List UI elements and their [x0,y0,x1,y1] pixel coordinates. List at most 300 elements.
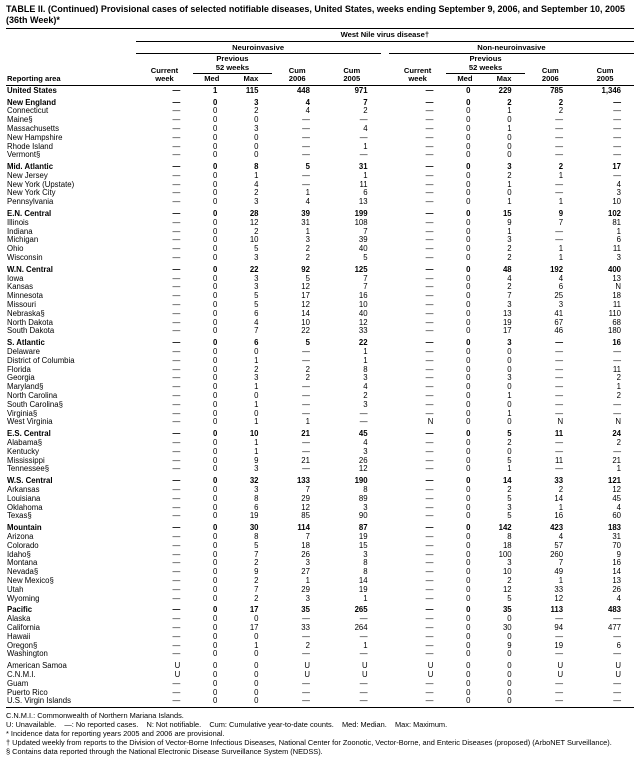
value-cell: 2 [305,364,310,374]
value-cell: — [425,523,434,533]
value-cell: — [425,678,434,688]
value-cell: 22 [358,338,368,348]
value-cell: 0 [254,669,259,679]
value-cell: 1 [558,253,564,263]
value-cell: — [425,253,434,263]
reporting-area-cell: Louisiana [7,494,41,503]
value-cell: 5 [305,162,310,172]
value-cell: — [359,115,368,125]
value-cell: 12 [612,484,621,494]
column-spacer [381,160,389,172]
value-cell: 2 [363,106,368,116]
value-cell: 4 [616,179,621,189]
reporting-area-cell: Delaware [7,348,40,357]
value-cell: 9 [507,640,512,650]
value-cell: 0 [466,605,471,615]
value-cell: 1 [254,170,259,180]
value-cell: — [172,640,181,650]
value-cell: — [172,197,181,207]
value-cell: 4 [616,502,621,512]
value-cell: 0 [466,640,471,650]
value-cell: 0 [213,326,218,336]
value-cell: — [425,217,434,227]
value-cell: — [555,373,564,383]
column-spacer [381,263,389,275]
value-cell: 0 [254,115,259,125]
table-row [6,319,634,328]
value-cell: 0 [213,549,218,559]
value-cell: 1 [254,399,259,409]
table-row [6,418,634,427]
value-cell: 11 [554,455,564,465]
value-cell: 14 [612,567,621,577]
value-cell: 0 [213,484,218,494]
value-cell: N [557,417,564,427]
column-spacer [381,383,389,392]
value-cell: 3 [363,373,368,383]
value-cell: — [555,150,564,160]
value-cell: 12 [358,317,368,327]
value-cell: 0 [466,317,471,327]
value-cell: — [359,150,368,160]
value-cell: — [425,408,434,418]
value-cell: 0 [466,523,471,533]
column-spacer [381,659,389,671]
value-cell: N [615,282,621,292]
value-cell: 1 [507,179,512,189]
reporting-area-cell: Massachusetts [7,124,60,133]
table-row [6,336,634,348]
value-cell: 2 [507,484,512,494]
column-spacer [381,85,389,95]
value-cell: — [172,540,181,550]
value-cell: 14 [554,493,564,503]
reporting-area-cell: Vermont§ [7,151,41,160]
value-cell: 400 [607,264,621,274]
column-spacer [381,650,389,659]
value-cell: 3 [254,464,259,474]
value-cell: 0 [507,347,512,357]
value-cell: 0 [213,253,218,263]
value-cell: 45 [612,493,621,503]
value-cell: 1 [363,593,368,603]
value-cell: 87 [358,523,368,533]
value-cell: 0 [213,347,218,357]
column-spacer [381,172,389,181]
value-cell: 49 [554,567,564,577]
value-cell: — [302,132,310,142]
value-cell: 0 [213,408,218,418]
value-cell: — [555,446,564,456]
value-cell: 1 [616,382,621,392]
value-cell: 0 [466,446,471,456]
value-cell: 0 [230,697,271,707]
value-cell: 1 [616,226,621,236]
value-cell: — [172,399,181,409]
table-row [6,586,634,595]
value-cell: 1 [254,446,259,456]
value-cell: — [555,226,564,236]
value-cell: 192 [550,264,564,274]
value-cell: U [615,661,621,671]
table-row [6,275,634,284]
table-row [6,172,634,181]
value-cell: 2 [254,593,259,603]
footnote: C.N.M.I.: Commonwealth of Northern Mariana Islands. [6,711,184,721]
value-cell: 2 [254,558,259,568]
value-cell: 3 [507,502,512,512]
value-cell: — [172,678,181,688]
reporting-area-cell: Montana [7,559,38,568]
value-cell: 3 [616,253,621,263]
value-cell: 33 [554,476,564,486]
value-cell: 0 [254,150,259,160]
value-cell: 1 [305,575,310,585]
value-cell: — [172,455,181,465]
value-cell: 2 [305,244,310,254]
value-cell: 2 [616,373,621,383]
value-cell: — [555,649,564,659]
value-cell: 0 [466,97,471,107]
table-row [6,189,634,198]
value-cell: — [172,622,181,632]
value-cell: 0 [466,567,471,577]
value-cell: 190 [354,476,368,486]
value-cell: — [425,132,434,142]
col-header-cum-2005: Cum 2005 [596,65,614,84]
reporting-area-cell: Maryland§ [7,383,44,392]
value-cell: 0 [466,531,471,541]
value-cell: 3 [254,97,259,107]
reporting-area-cell: U.S. Virgin Islands [6,697,136,707]
column-spacer [381,474,389,486]
reporting-area-cell: W.S. Central [7,476,53,486]
value-cell: 3 [363,446,368,456]
value-cell: 1 [305,226,310,236]
value-cell: 1 [507,408,512,418]
value-cell: 477 [607,622,621,632]
value-cell: — [302,115,310,125]
reporting-area-cell: E.S. Central [7,429,51,439]
value-cell: 15 [502,209,512,219]
column-spacer [381,228,389,237]
value-cell: 33 [301,622,310,632]
table-row [6,116,634,125]
value-cell: — [425,273,434,283]
reporting-area-cell: Georgia [7,374,35,383]
value-cell: — [613,631,621,641]
value-cell: 0 [213,493,218,503]
value-cell: 0 [213,123,218,133]
value-cell: 12 [554,593,564,603]
column-spacer [381,633,389,642]
value-cell: 1 [558,502,564,512]
value-cell: 0 [213,150,218,160]
value-cell: 4 [305,97,310,107]
value-cell: 0 [213,282,218,292]
value-cell: — [555,614,564,624]
value-cell: 0 [466,141,471,151]
value-cell: 57 [554,540,564,550]
value-cell: — [172,476,181,486]
value-cell: 102 [607,209,621,219]
table-row [6,642,634,651]
value-cell: 12 [301,300,310,310]
reporting-area-cell: Rhode Island [7,142,53,151]
value-cell: 0 [213,678,218,688]
value-cell: — [555,132,564,142]
value-cell: 4 [363,382,368,392]
value-cell: — [172,97,181,107]
value-cell: 0 [466,282,471,292]
value-cell: 8 [363,567,368,577]
value-cell: — [425,399,434,409]
value-cell: 0 [507,687,512,697]
column-spacer [381,96,389,108]
value-cell: — [302,631,310,641]
value-cell: — [172,188,181,198]
value-cell: 0 [213,455,218,465]
value-cell: 0 [466,408,471,418]
value-cell: 26 [358,455,368,465]
value-cell: — [555,687,564,697]
value-cell: 2 [616,391,621,401]
value-cell: — [425,391,434,401]
value-cell: 0 [213,640,218,650]
value-cell: 0 [254,661,259,671]
value-cell: 0 [466,399,471,409]
value-cell: 11 [612,300,621,310]
value-cell: 25 [554,291,564,301]
value-cell: 10 [301,317,310,327]
value-cell: 12 [358,464,368,474]
column-spacer [381,697,389,707]
value-cell: 0 [213,132,218,142]
value-cell: 0 [466,162,471,172]
value-cell: — [425,355,434,365]
reporting-area-cell: Pennsylvania [7,198,54,207]
value-cell: 0 [446,85,483,95]
value-cell: 4 [558,273,564,283]
value-cell: 3 [507,338,512,348]
value-cell: U [174,661,181,671]
reporting-area-cell: New Hampshire [7,133,63,142]
column-spacer [381,427,389,439]
value-cell: 1 [363,170,368,180]
value-cell: 0 [507,661,512,671]
value-cell: 16 [612,338,621,348]
value-cell: — [425,584,434,594]
value-cell: — [172,391,181,401]
column-spacer [381,465,389,474]
value-cell: 0 [507,631,512,641]
reporting-area-cell: Washington [7,650,48,659]
col-header-med: Med [204,74,220,84]
value-cell: 8 [363,558,368,568]
reporting-area-cell: Wisconsin [7,254,43,263]
value-cell: 0 [466,549,471,559]
column-spacer [381,624,389,633]
value-cell: — [302,678,310,688]
value-cell: 199 [354,209,368,219]
value-cell: — [425,209,434,219]
value-cell: 17 [249,622,259,632]
value-cell: 0 [466,382,471,392]
value-cell: 70 [612,540,621,550]
value-cell: — [425,531,434,541]
column-spacer [381,292,389,301]
value-cell: — [172,170,181,180]
footnote: U: Unavailable. —: No reported cases. N: Not notifiable. Cum: Cumulative year-to-date counts. Med: Median. Max: Maximum. [6,720,448,730]
column-spacer [381,207,389,219]
value-cell: — [172,605,181,615]
column-spacer [381,310,389,319]
value-cell: 0 [466,244,471,254]
value-cell: 17 [502,326,512,336]
value-cell: 0 [466,669,471,679]
value-cell: — [302,391,310,401]
value-cell: 0 [507,678,512,688]
value-cell: 90 [358,511,368,521]
table-row [6,383,634,392]
value-cell: 0 [466,170,471,180]
value-cell: — [302,464,310,474]
value-cell: 2 [507,253,512,263]
value-cell: 0 [213,106,218,116]
table-row [6,236,634,245]
value-cell: — [172,631,181,641]
value-cell: 1 [558,170,564,180]
value-cell: 0 [466,308,471,318]
value-cell: — [555,364,564,374]
value-cell: — [425,438,434,447]
value-cell: 2 [558,97,564,107]
value-cell: 0 [466,273,471,283]
value-cell: 0 [466,614,471,624]
table-row [6,603,634,615]
value-cell: 39 [358,235,368,245]
table-row [6,624,634,633]
reporting-area-cell: Hawaii [7,632,31,641]
value-cell: 3 [507,235,512,245]
value-cell: 0 [466,300,471,310]
value-cell: 89 [358,493,368,503]
value-cell: 0 [213,464,218,474]
table-row [6,357,634,366]
table-row [6,577,634,586]
column-spacer [381,603,389,615]
value-cell: — [302,408,310,418]
value-cell: — [613,141,621,151]
value-cell: 229 [483,85,524,95]
value-cell: 0 [466,391,471,401]
value-cell: 11 [359,179,368,189]
value-cell: 0 [466,123,471,133]
reporting-area-cell: Illinois [7,218,29,227]
table-row [6,595,634,604]
value-cell: 10 [502,567,512,577]
value-cell: 0 [466,631,471,641]
col-header-max: Max [243,74,259,84]
value-cell: 1 [254,640,259,650]
table-row [6,228,634,237]
value-cell: — [172,382,181,392]
value-cell: — [425,373,434,383]
value-cell: 7 [363,226,368,236]
value-cell: 1 [254,438,259,447]
value-cell: — [425,338,434,348]
value-cell: 3 [305,593,310,603]
value-cell: 2 [507,244,512,254]
value-cell: 3 [305,235,310,245]
value-cell: 28 [249,209,259,219]
value-cell: 1 [507,197,512,207]
value-cell: — [425,593,434,603]
value-cell: — [172,493,181,503]
value-cell: 2 [305,640,310,650]
value-cell: 19 [358,531,368,541]
value-cell: U [304,661,310,671]
value-cell: — [425,558,434,568]
table-row [6,439,634,448]
reporting-area-header: Reporting area [7,74,61,84]
reporting-area-cell: Wyoming [7,594,40,603]
column-spacer [381,689,389,698]
value-cell: 19 [502,317,512,327]
value-cell: — [172,282,181,292]
column-spacer [381,577,389,586]
value-cell: 3 [305,558,310,568]
table-header [6,29,634,86]
value-cell: 0 [507,115,512,125]
value-cell: 0 [466,493,471,503]
value-cell: — [613,123,621,133]
reporting-area-cell: Minnesota [7,292,43,301]
table-row [6,310,634,319]
reporting-area-cell: United States [6,85,136,95]
value-cell: 0 [466,678,471,688]
value-cell: — [302,170,310,180]
value-cell: 0 [213,584,218,594]
value-cell: 0 [213,429,218,439]
value-cell: 3 [363,549,368,559]
reporting-area-cell: New York (Upstate) [7,180,75,189]
value-cell: 10 [612,197,621,207]
value-cell: 0 [466,502,471,512]
value-cell: 0 [507,399,512,409]
value-cell: — [425,300,434,310]
table-row [6,374,634,383]
value-cell: — [172,300,181,310]
value-cell: 39 [301,209,310,219]
value-cell: 0 [466,511,471,521]
value-cell: 0 [466,355,471,365]
value-cell: 3 [254,197,259,207]
value-cell: 7 [254,584,259,594]
value-cell: — [425,493,434,503]
column-spacer [381,439,389,448]
value-cell: — [302,438,310,447]
value-cell: 92 [301,264,310,274]
value-cell: 971 [323,85,381,95]
value-cell: 0 [213,300,218,310]
value-cell: — [425,622,434,632]
value-cell: 483 [607,605,621,615]
reporting-area-cell: Kentucky [7,447,40,456]
value-cell: — [302,347,310,357]
reporting-area-cell: Virginia§ [7,409,38,418]
table-row [6,198,634,207]
